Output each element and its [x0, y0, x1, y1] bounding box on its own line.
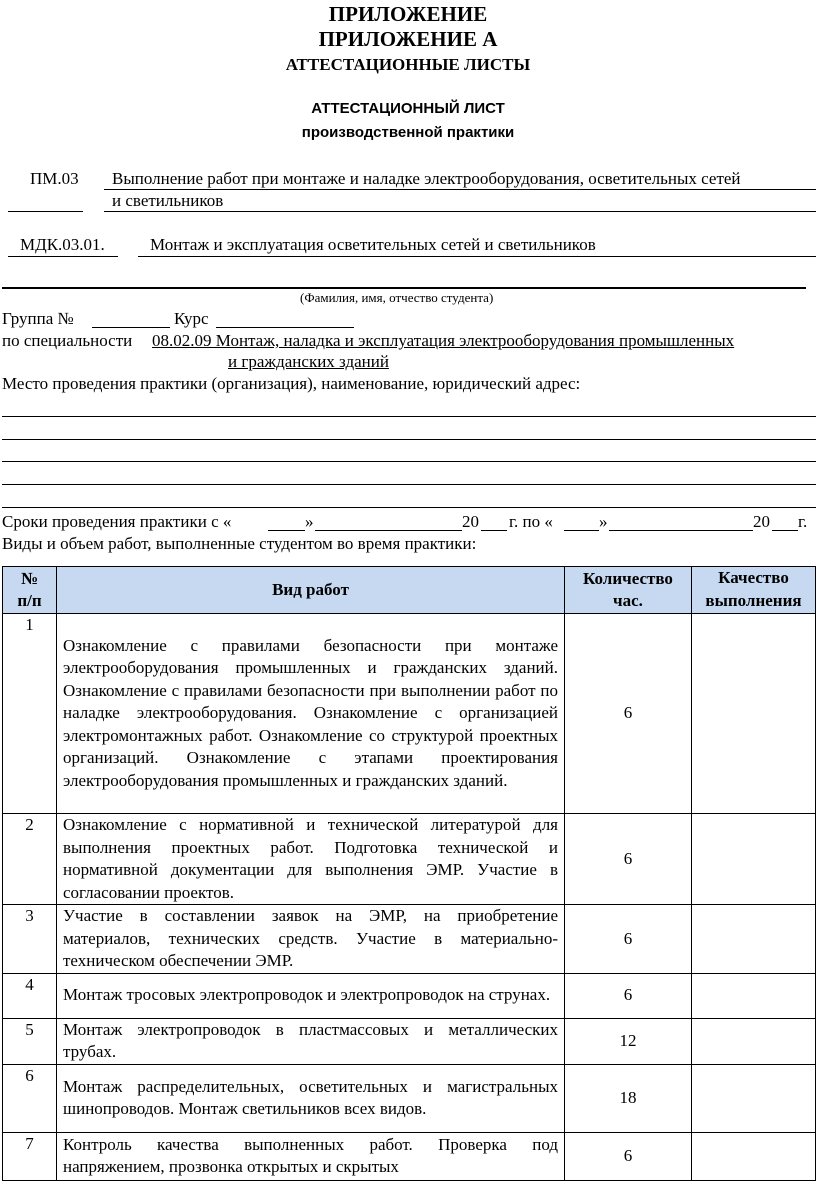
sheet-subtitle: производственной практики — [301, 124, 515, 141]
sheet-title: АТТЕСТАЦИОННЫЙ ЛИСТ — [311, 100, 505, 117]
date-to-day-field — [564, 530, 599, 531]
table-header-row — [3, 567, 816, 614]
dates-year-suffix: г. — [798, 512, 808, 531]
row-num: 2 — [3, 814, 57, 905]
place-line-4 — [2, 484, 816, 485]
row-hours: 12 — [565, 1018, 692, 1064]
student-name-caption: (Фамилия, имя, отчество студента) — [300, 290, 494, 305]
group-field — [92, 327, 170, 328]
header-quality: Качество выполнения — [692, 567, 816, 614]
row-desc: Монтаж электропроводок в пластмассовых и металлических трубах. — [57, 1018, 565, 1064]
table-row — [3, 973, 816, 1018]
row-desc: Ознакомление с правилами безопасности при монтаже электрооборудования промышленных и гражданских зданий. Ознакомление с правилами безопасности при выполнении работ по наладке электрооборудования. Ознакомление с организацией электромонтажных работ. Ознакомление со структурой проектных организаций. Ознакомление с этапами проектирования электрооборудования промышленных и гражданских зданий. — [57, 614, 565, 814]
row-hours: 6 — [565, 973, 692, 1018]
pm-code-underline — [8, 211, 83, 212]
date-from-month-field — [315, 530, 462, 531]
row-quality — [692, 905, 816, 974]
table-row — [3, 905, 816, 974]
row-quality — [692, 973, 816, 1018]
row-desc: Монтаж распределительных, осветительных и магистральных шинопроводов. Монтаж светильников всех видов. — [57, 1064, 565, 1132]
row-desc: Контроль качества выполненных работ. Проверка под напряжением, прозвонка открытых и скрытых — [57, 1132, 565, 1180]
row-hours: 6 — [565, 1132, 692, 1180]
date-from-day-field — [268, 530, 305, 531]
row-quality — [692, 614, 816, 814]
table-row — [3, 1064, 816, 1132]
row-hours: 6 — [565, 905, 692, 974]
row-desc: Ознакомление с нормативной и технической литературой для выполнения проектных работ. Подготовка технической и нормативной документации для выполнения ЭМР. Участие в согласовании проектов. — [57, 814, 565, 905]
row-hours: 6 — [565, 814, 692, 905]
pm-title-line2: и светильников — [112, 191, 224, 210]
mdk-code: МДК.03.01. — [20, 235, 105, 254]
works-table — [2, 566, 816, 1181]
row-num: 7 — [3, 1132, 57, 1180]
pm-title-line1: Выполнение работ при монтаже и наладке электрооборудования, осветительных сетей — [112, 169, 741, 188]
row-num: 3 — [3, 905, 57, 974]
place-line-2 — [2, 439, 816, 440]
header-num: № п/п — [3, 567, 57, 614]
dates-quote-2: » — [599, 512, 608, 531]
mdk-title-underline — [138, 256, 816, 257]
place-label: Место проведения практики (организация), наименование, юридический адрес: — [2, 374, 581, 393]
row-quality — [692, 814, 816, 905]
pm-code: ПМ.03 — [30, 169, 79, 188]
mdk-code-underline — [8, 256, 118, 257]
specialty-value-line2: и гражданских зданий — [228, 352, 389, 371]
student-name-line — [2, 287, 806, 289]
mdk-title: Монтаж и эксплуатация осветительных сетей и светильников — [150, 235, 596, 254]
row-hours: 18 — [565, 1064, 692, 1132]
pm-title-underline-1 — [104, 189, 816, 190]
dates-to-label: г. по « — [509, 512, 553, 531]
row-desc: Монтаж тросовых электропроводок и электропроводок на струнах. — [57, 973, 565, 1018]
dates-year-2: 20 — [753, 512, 770, 531]
header-kind: Вид работ — [57, 567, 565, 614]
row-quality — [692, 1064, 816, 1132]
table-row — [3, 814, 816, 905]
specialty-value-line1: 08.02.09 Монтаж, наладка и эксплуатация электрооборудования промышленных — [152, 331, 735, 350]
works-intro: Виды и объем работ, выполненные студентом во время практики: — [2, 534, 477, 553]
row-num: 4 — [3, 973, 57, 1018]
dates-year-1: 20 — [462, 512, 479, 531]
row-num: 6 — [3, 1064, 57, 1132]
table-row — [3, 614, 816, 814]
dates-label: Сроки проведения практики с « — [2, 512, 232, 531]
course-field — [216, 327, 354, 328]
place-line-3 — [2, 461, 816, 462]
attestation-sheets-title: АТТЕСТАЦИОННЫЕ ЛИСТЫ — [285, 55, 531, 74]
course-label: Курс — [174, 309, 209, 328]
date-from-year-field — [481, 530, 507, 531]
table-row — [3, 1018, 816, 1064]
row-hours: 6 — [565, 614, 692, 814]
pm-title-underline-2 — [104, 211, 816, 212]
row-desc: Участие в составлении заявок на ЭМР, на приобретение материалов, технических средств. Участие в материально-техническом обеспечении ЭМР. — [57, 905, 565, 974]
place-line-5 — [2, 507, 816, 508]
date-to-year-field — [772, 530, 798, 531]
header-hours: Количество час. — [565, 567, 692, 614]
dates-quote-1: » — [305, 512, 314, 531]
row-num: 1 — [3, 614, 57, 814]
row-num: 5 — [3, 1018, 57, 1064]
specialty-label: по специальности — [2, 331, 133, 350]
group-label: Группа № — [2, 309, 74, 328]
date-to-month-field — [609, 530, 753, 531]
row-quality — [692, 1018, 816, 1064]
appendix-a-title: ПРИЛОЖЕНИЕ А — [318, 27, 498, 51]
appendix-title: ПРИЛОЖЕНИЕ — [328, 2, 488, 26]
place-line-1 — [2, 416, 816, 417]
